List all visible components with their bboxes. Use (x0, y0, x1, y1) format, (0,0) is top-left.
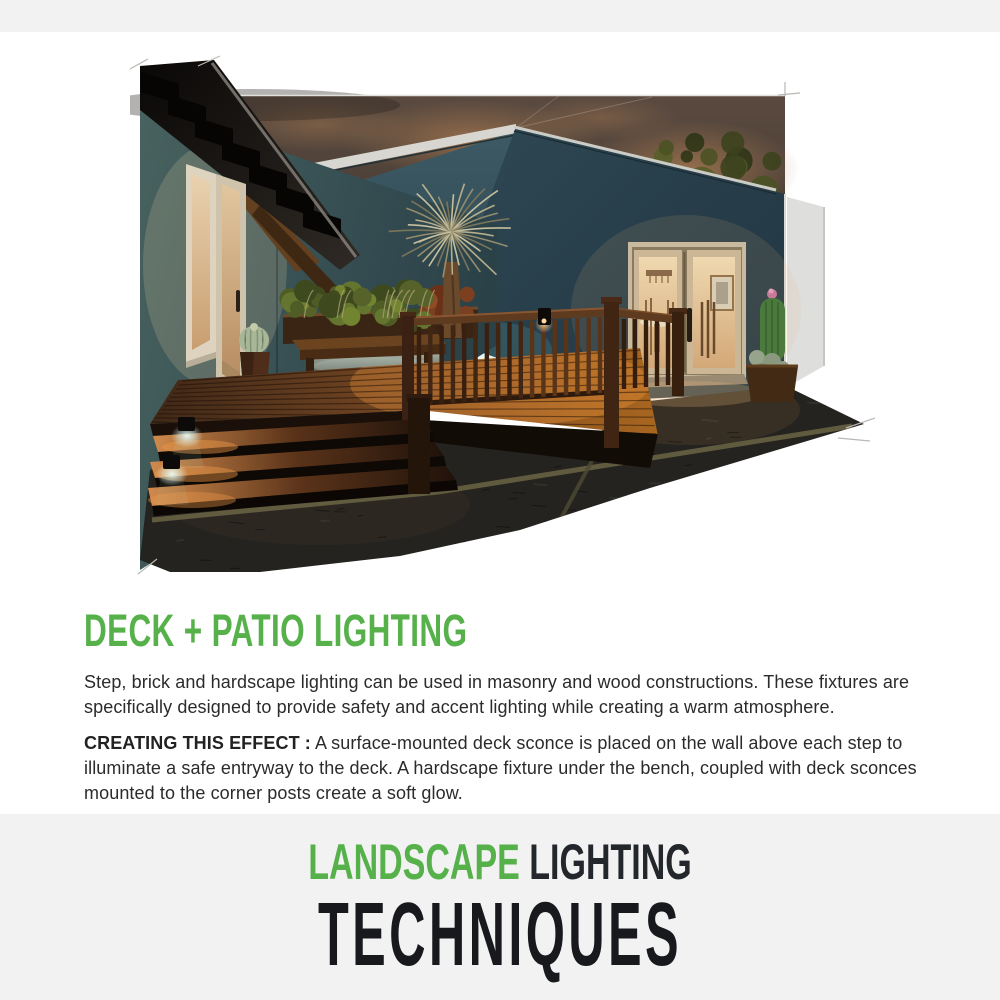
effect-text: A surface-mounted deck sconce is placed on the wall above each step to illuminate a safe entryway to the deck. A hardscape fixture under the bench, coupled with deck sconces mounted to the corner posts create a soft glow. (84, 733, 917, 803)
top-margin-band (0, 0, 1000, 32)
brand-word-landscape: LANDSCAPE (308, 834, 520, 890)
intro-paragraph: Step, brick and hardscape lighting can be used in masonry and wood constructions. These fixtures are specifically designed to provide safety and accent lighting while creating a warm atmosphere. (84, 672, 910, 717)
illustration-svg (130, 55, 875, 580)
step-newel-post (408, 398, 430, 494)
deck-patio-illustration (130, 55, 875, 580)
brand-line (160, 834, 840, 890)
left-wall-window (186, 164, 216, 368)
footer-title: TECHNIQUES (317, 885, 683, 985)
effect-label: CREATING THIS EFFECT : (84, 733, 311, 753)
section-heading: DECK + PATIO LIGHTING (84, 605, 468, 656)
effect-paragraph (84, 731, 936, 806)
french-door-handle-right (687, 308, 692, 342)
railing-post (672, 312, 684, 396)
text-section (84, 605, 936, 806)
railing-corner-post (604, 302, 619, 448)
brand-word-lighting: LIGHTING (529, 834, 692, 890)
footer-band (0, 814, 1000, 1000)
door-handle (236, 290, 240, 312)
